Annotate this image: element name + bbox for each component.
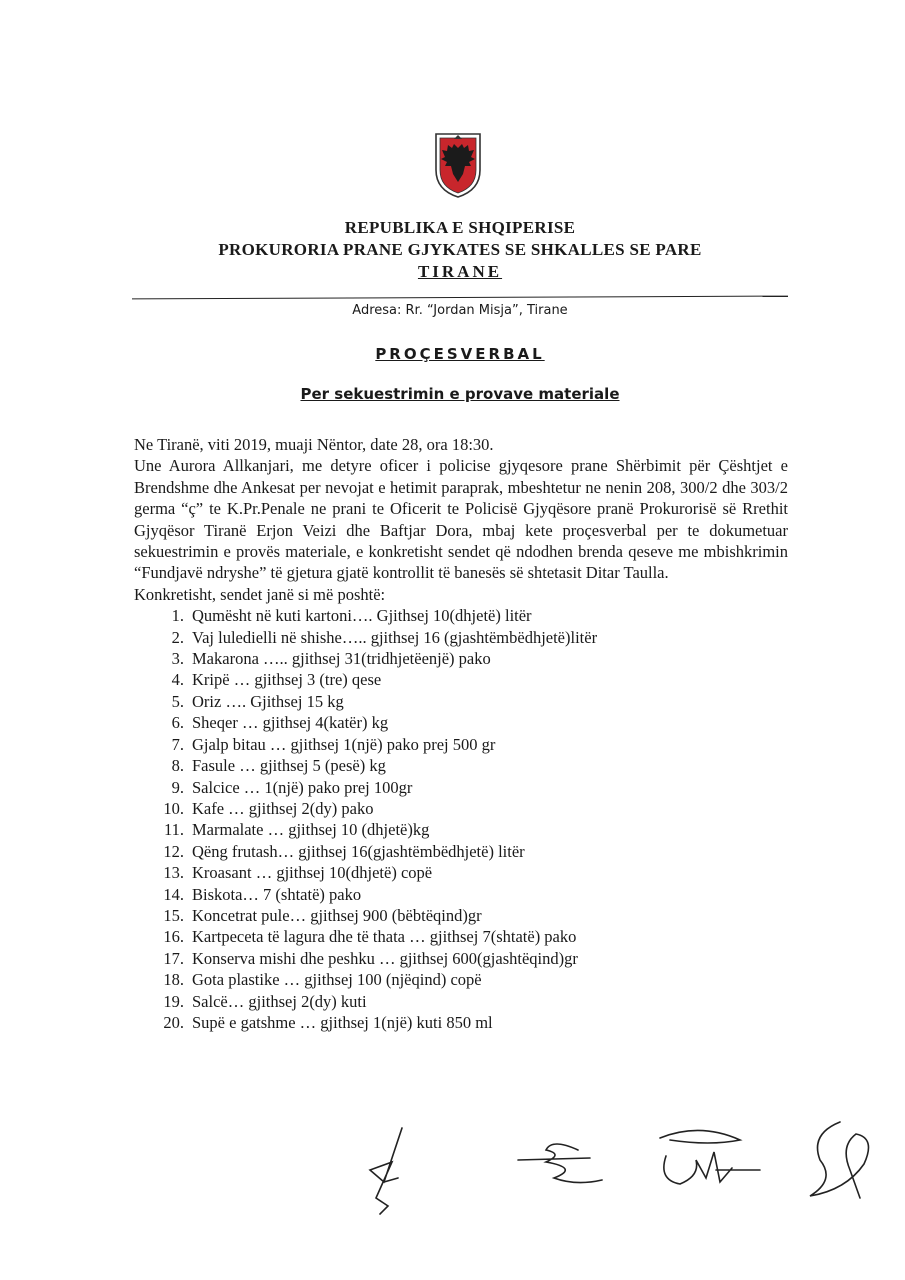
item-text: Fasule … gjithsej 5 (pesë) kg: [192, 756, 386, 776]
item-number: 4.: [171, 670, 184, 690]
item-number: 8.: [171, 756, 184, 776]
list-item: [134, 926, 788, 947]
items-list: [134, 605, 788, 1033]
item-text: Makarona ….. gjithsej 31(tridhjetëenjë) pako: [192, 649, 491, 669]
item-text: Koncetrat pule… gjithsej 900 (bëbtëqind)gr: [192, 905, 482, 925]
item-number: 3.: [171, 649, 184, 669]
list-item: [134, 948, 788, 969]
signature-4: [810, 1122, 869, 1198]
list-item: [134, 627, 788, 648]
item-number: 18.: [163, 970, 184, 990]
header-divider: [132, 296, 788, 300]
document-subtitle: Per sekuestrimin e provave materiale: [300, 385, 620, 403]
item-number: 19.: [163, 991, 184, 1011]
list-item: [134, 605, 788, 626]
address: Adresa: Rr. “Jordan Misja”, Tirane: [352, 303, 568, 318]
item-text: Kroasant … gjithsej 10(dhjetë) copë: [192, 863, 433, 883]
list-item: [134, 969, 788, 990]
list-item: [134, 991, 788, 1012]
item-text: Vaj luledielli në shishe….. gjithsej 16 (gjashtëmbëdhjetë)litër: [192, 627, 598, 647]
list-item: [134, 841, 788, 862]
item-text: Kafe … gjithsej 2(dy) pako: [192, 798, 374, 818]
item-text: Salcë… gjithsej 2(dy) kuti: [192, 991, 367, 1011]
item-text: Konserva mishi dhe peshku … gjithsej 600(gjashtëqind)gr: [192, 948, 578, 968]
coat-of-arms-icon: [432, 130, 484, 200]
item-text: Marmalate … gjithsej 10 (dhjetë)kg: [192, 820, 430, 840]
item-text: Qumësht në kuti kartoni…. Gjithsej 10(dhjetë) litër: [192, 606, 532, 626]
item-number: 2.: [171, 627, 184, 647]
list-item: [134, 884, 788, 905]
header-country: REPUBLIKA E SHQIPERISE: [344, 218, 576, 237]
item-text: Supë e gatshme … gjithsej 1(një) kuti 850 ml: [192, 1012, 493, 1032]
list-item: [134, 798, 788, 819]
list-item: [134, 734, 788, 755]
list-item: [134, 777, 788, 798]
list-item: [134, 862, 788, 883]
item-number: 14.: [163, 884, 184, 904]
list-item: [134, 669, 788, 690]
header-city: TIRANE: [417, 262, 503, 281]
list-item: [134, 755, 788, 776]
item-number: 13.: [163, 863, 184, 883]
item-text: Sheqer … gjithsej 4(katër) kg: [192, 713, 389, 733]
item-text: Gjalp bitau … gjithsej 1(një) pako prej 500 gr: [192, 734, 496, 754]
intro-paragraph: Une Aurora Allkanjari, me detyre oficer i policise gjyqesore prane Shërbimit për Çështjet e Brendshme dhe Ankesat per nevojat e hetimit paraprak, mbeshtetur ne nenin 208, 300/2 dhe 303/2 germa “ç” te K.Pr.Penale ne prani te Oficerit te Policisë Gjyqësore pranë Prokurorisë së Rrethit Gjyqësor Tiranë Erjon Veizi dhe Baftjar Dora, mbaj kete proçesverbal per te dokumetuar sekuestrimin e provës materiale, e konkretisht sendet që ndodhen brenda qeseve me mbishkrimin “Fundjavë ndryshe” të gjetura gjatë kontrollit të banesës së shtetasit Ditar Taulla.: [134, 456, 788, 583]
item-text: Gota plastike … gjithsej 100 (njëqind) copë: [192, 970, 482, 990]
list-item: [134, 1012, 788, 1033]
item-number: 12.: [163, 841, 184, 861]
item-number: 6.: [171, 713, 184, 733]
header-institution: PROKURORIA PRANE GJYKATES SE SHKALLES SE PARE: [218, 240, 702, 259]
item-number: 10.: [163, 798, 184, 818]
item-text: Biskota… 7 (shtatë) pako: [192, 884, 362, 904]
item-number: 7.: [171, 734, 184, 754]
item-text: Kripë … gjithsej 3 (tre) qese: [192, 670, 382, 690]
item-text: Oriz …. Gjithsej 15 kg: [192, 691, 344, 711]
item-number: 5.: [171, 691, 184, 711]
item-number: 20.: [163, 1012, 184, 1032]
item-number: 9.: [171, 777, 184, 797]
item-number: 1.: [171, 606, 184, 626]
item-number: 16.: [163, 927, 184, 947]
list-item: [134, 648, 788, 669]
list-item: [134, 819, 788, 840]
list-item: [134, 691, 788, 712]
signature-3: [660, 1130, 760, 1184]
item-text: Kartpeceta të lagura dhe të thata … gjithsej 7(shtatë) pako: [192, 927, 577, 947]
item-number: 11.: [163, 820, 184, 840]
signature-2: [518, 1144, 602, 1183]
signatures: [340, 1110, 900, 1220]
signature-1: [370, 1128, 402, 1214]
item-number: 15.: [163, 905, 184, 925]
item-number: 17.: [163, 948, 184, 968]
document-title: PROÇESVERBAL: [375, 345, 545, 363]
list-item: [134, 712, 788, 733]
list-lead: Konkretisht, sendet janë si më poshtë:: [134, 584, 386, 604]
item-text: Qëng frutash… gjithsej 16(gjashtëmbëdhjetë) litër: [192, 841, 525, 861]
date-line: Ne Tiranë, viti 2019, muaji Nëntor, date 28, ora 18:30.: [134, 435, 494, 454]
document-body: [134, 434, 788, 1033]
item-text: Salcice … 1(një) pako prej 100gr: [192, 777, 413, 797]
list-item: [134, 905, 788, 926]
